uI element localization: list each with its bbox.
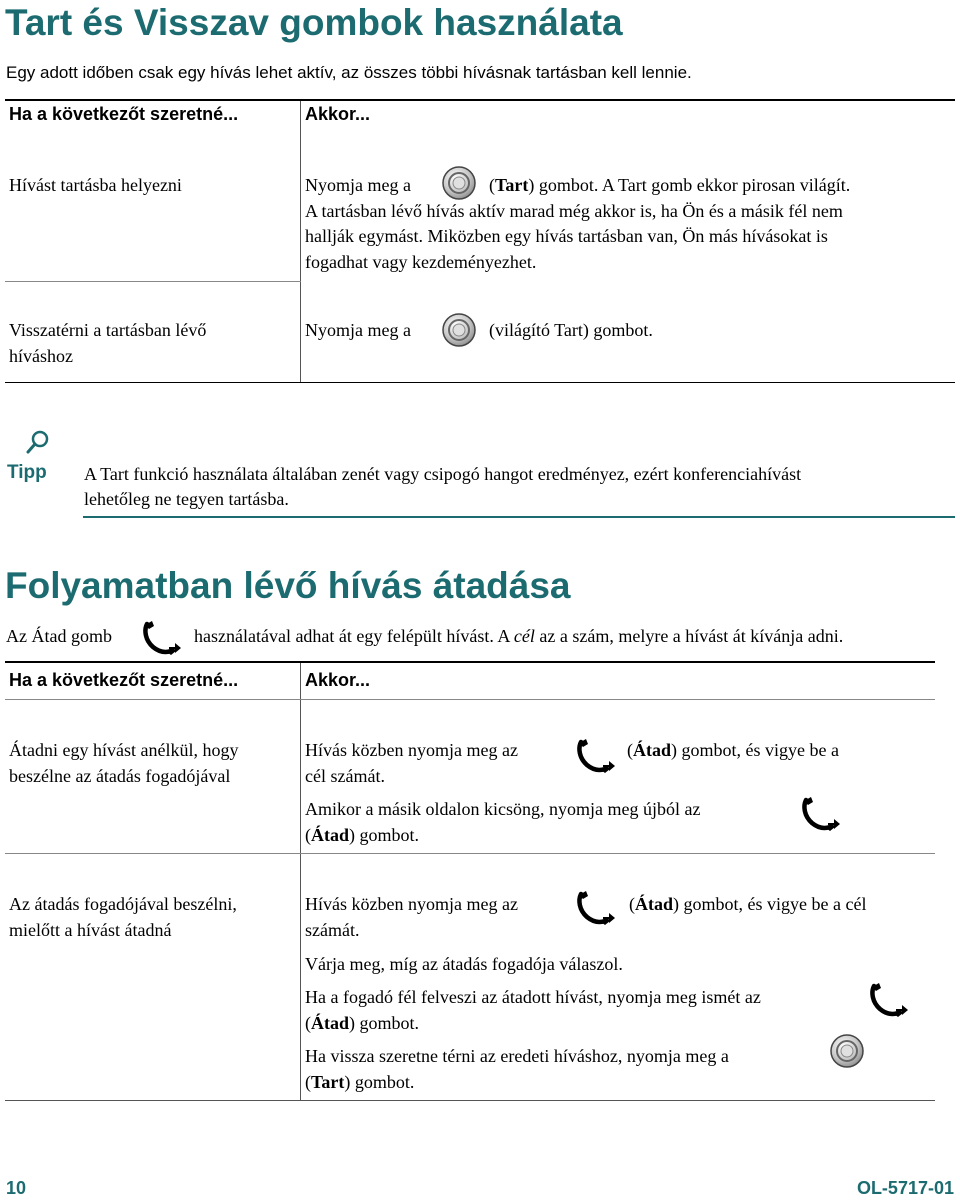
table-cell-want: Átadni egy hívást anélkül, hogy bbox=[9, 740, 239, 760]
action-text: Nyomja meg a bbox=[305, 320, 411, 340]
intro-text: használatával adhat át egy felépült hívást. A bbox=[194, 626, 514, 646]
action-text: (Tart) gombot. bbox=[305, 1072, 415, 1092]
table-cell-want: Visszatérni a tartásban lévő bbox=[9, 320, 207, 340]
action-text: gombot, és vigye be a cél bbox=[683, 894, 867, 914]
intro-emphasis: cél bbox=[513, 626, 535, 646]
section-title-hold: Tart és Visszav gombok használata bbox=[5, 2, 623, 43]
action-text: számát. bbox=[305, 920, 360, 940]
action-text: Várja meg, míg az átadás fogadója válaszol. bbox=[305, 954, 623, 974]
action-text: (Átad) gombot, és vigye be a cél bbox=[629, 894, 867, 914]
hold-button-icon bbox=[441, 165, 477, 201]
section-intro-hold: Egy adott időben csak egy hívás lehet aktív, az összes többi hívásnak tartásban kell lennie. bbox=[6, 63, 692, 82]
action-text: Nyomja meg a bbox=[305, 175, 411, 195]
transfer-button-icon bbox=[575, 888, 619, 928]
column-header-if: Ha a következőt szeretné... bbox=[9, 670, 239, 690]
row-divider bbox=[5, 853, 935, 854]
table-cell-want: beszélne az átadás fogadójával bbox=[9, 766, 231, 786]
table-cell-action bbox=[305, 172, 411, 198]
section-intro-transfer: Az Átad gomb bbox=[6, 626, 112, 646]
button-name: Átad bbox=[311, 825, 350, 845]
column-header-then: Akkor... bbox=[305, 670, 371, 690]
transfer-button-icon bbox=[868, 980, 912, 1020]
row-divider bbox=[5, 281, 301, 282]
intro-text: az a szám, melyre a hívást át kívánja adni. bbox=[534, 626, 844, 646]
button-name: Átad bbox=[633, 740, 672, 760]
table-divider bbox=[300, 101, 301, 383]
table-bottom-rule bbox=[5, 1100, 935, 1101]
table-cell-want: híváshoz bbox=[9, 346, 73, 366]
table-cell-want: Az átadás fogadójával beszélni, bbox=[9, 894, 237, 914]
transfer-button-icon bbox=[800, 794, 844, 834]
action-text: Hívás közben nyomja meg az bbox=[305, 894, 518, 914]
button-name: Tart bbox=[495, 175, 529, 195]
action-text: Ha a fogadó fél felveszi az átadott hívást, nyomja meg ismét az bbox=[305, 987, 761, 1007]
button-name: Tart bbox=[311, 1072, 345, 1092]
transfer-button-icon bbox=[141, 618, 185, 658]
column-header-then: Akkor... bbox=[305, 104, 371, 124]
action-text: gombot. bbox=[354, 1072, 415, 1092]
action-text: gombot. bbox=[359, 1013, 420, 1033]
button-name: Átad bbox=[635, 894, 674, 914]
action-text: Ha vissza szeretne térni az eredeti híváshoz, nyomja meg a bbox=[305, 1046, 729, 1066]
tip-text: lehetőleg ne tegyen tartásba. bbox=[84, 489, 289, 509]
hold-button-icon bbox=[829, 1033, 865, 1069]
header-rule bbox=[5, 699, 935, 700]
column-header-if: Ha a következőt szeretné... bbox=[9, 104, 239, 124]
action-text: gombot. bbox=[359, 825, 420, 845]
action-text: (világító Tart) gombot. bbox=[489, 320, 653, 340]
action-text: (Átad) gombot. bbox=[305, 1013, 420, 1033]
table-top-rule bbox=[5, 99, 955, 101]
action-text: (Tart) gombot. A Tart gomb ekkor pirosan világít. bbox=[489, 175, 851, 195]
section-intro-transfer bbox=[194, 623, 843, 649]
action-text: hallják egymást. Miközben egy hívás tartásban van, Ön más hívásokat is bbox=[305, 226, 828, 246]
action-text: (Átad) gombot. bbox=[305, 825, 420, 845]
transfer-button-icon bbox=[575, 736, 619, 776]
table-cell-want: mielőtt a hívást átadná bbox=[9, 920, 172, 940]
hold-button-icon bbox=[441, 312, 477, 348]
table-cell-want: Hívást tartásba helyezni bbox=[9, 175, 182, 195]
magnifier-icon bbox=[25, 429, 51, 455]
page-number: 10 bbox=[6, 1178, 27, 1198]
button-name: Átad bbox=[311, 1013, 350, 1033]
tip-rule bbox=[83, 516, 955, 518]
tip-label: Tipp bbox=[7, 462, 47, 483]
action-text: fogadhat vagy kezdeményezhet. bbox=[305, 252, 537, 272]
table-bottom-rule bbox=[5, 382, 955, 383]
action-text: (Átad) gombot, és vigye be a bbox=[627, 740, 839, 760]
tip-text: A Tart funkció használata általában zenét vagy csipogó hangot eredményez, ezért konferenciahívást bbox=[84, 464, 802, 484]
action-text: gombot, és vigye be a bbox=[681, 740, 839, 760]
document-id: OL-5717-01 bbox=[856, 1178, 954, 1198]
table-top-rule bbox=[5, 661, 935, 663]
action-text: gombot. A Tart gomb ekkor pirosan világít. bbox=[538, 175, 851, 195]
action-text: cél számát. bbox=[305, 766, 385, 786]
action-text: Hívás közben nyomja meg az bbox=[305, 740, 518, 760]
action-text: Amikor a másik oldalon kicsöng, nyomja meg újból az bbox=[305, 799, 701, 819]
table-divider bbox=[300, 663, 301, 1101]
action-text: A tartásban lévő hívás aktív marad még akkor is, ha Ön és a másik fél nem bbox=[305, 201, 843, 221]
section-title-transfer: Folyamatban lévő hívás átadása bbox=[5, 565, 571, 606]
